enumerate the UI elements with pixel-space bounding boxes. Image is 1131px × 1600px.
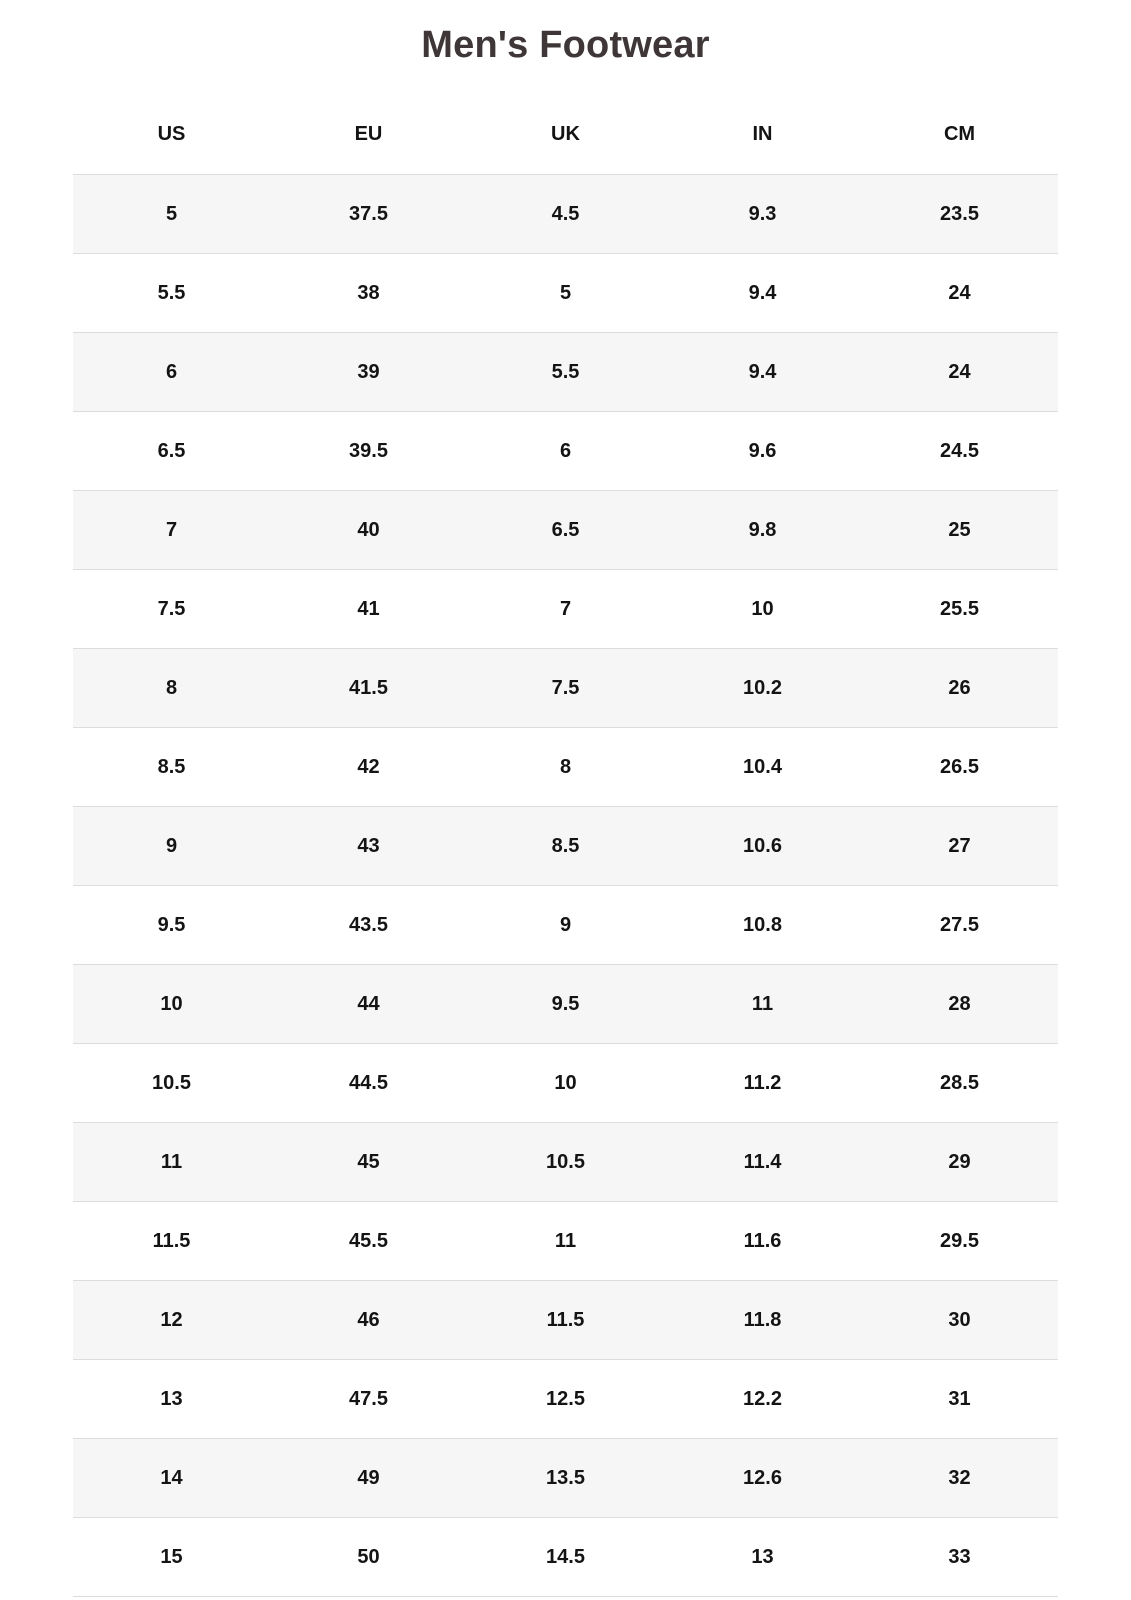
table-row	[73, 254, 1058, 333]
table-cell: 39.5	[270, 412, 467, 491]
table-cell: 28.5	[861, 1044, 1058, 1123]
table-cell: 38	[270, 254, 467, 333]
table-row	[73, 1360, 1058, 1439]
table-cell: 25	[861, 491, 1058, 570]
table-cell: 45.5	[270, 1202, 467, 1281]
table-row	[73, 175, 1058, 254]
table-cell: 9.4	[664, 333, 861, 412]
table-cell: 11	[467, 1202, 664, 1281]
table-cell: 25.5	[861, 570, 1058, 649]
table-row	[73, 807, 1058, 886]
table-row	[73, 333, 1058, 412]
table-cell: 49	[270, 1439, 467, 1518]
table-cell: 37.5	[270, 175, 467, 254]
column-header-eu: EU	[270, 95, 467, 175]
table-cell: 11.4	[664, 1123, 861, 1202]
table-row	[73, 965, 1058, 1044]
table-cell: 13	[664, 1518, 861, 1597]
table-cell: 23.5	[861, 175, 1058, 254]
table-row	[73, 1202, 1058, 1281]
table-cell: 12	[73, 1281, 270, 1360]
table-row	[73, 1281, 1058, 1360]
table-cell: 10.5	[73, 1044, 270, 1123]
table-cell: 14	[73, 1439, 270, 1518]
table-cell: 47.5	[270, 1360, 467, 1439]
table-row	[73, 886, 1058, 965]
table-cell: 7.5	[467, 649, 664, 728]
table-cell: 44	[270, 965, 467, 1044]
table-cell: 42	[270, 728, 467, 807]
table-cell: 5	[467, 254, 664, 333]
table-cell: 6	[73, 333, 270, 412]
table-body	[73, 175, 1058, 1597]
table-cell: 9.6	[664, 412, 861, 491]
table-cell: 11.5	[73, 1202, 270, 1281]
table-cell: 6.5	[73, 412, 270, 491]
table-row	[73, 1518, 1058, 1597]
table-cell: 6	[467, 412, 664, 491]
page-title: Men's Footwear	[421, 24, 710, 66]
table-cell: 45	[270, 1123, 467, 1202]
table-cell: 24.5	[861, 412, 1058, 491]
table-cell: 9	[73, 807, 270, 886]
table-cell: 31	[861, 1360, 1058, 1439]
table-cell: 39	[270, 333, 467, 412]
table-header	[73, 95, 1058, 175]
table-cell: 28	[861, 965, 1058, 1044]
table-cell: 26	[861, 649, 1058, 728]
table-cell: 11	[73, 1123, 270, 1202]
table-cell: 7.5	[73, 570, 270, 649]
table-cell: 14.5	[467, 1518, 664, 1597]
table-row	[73, 1439, 1058, 1518]
table-cell: 7	[467, 570, 664, 649]
table-cell: 41.5	[270, 649, 467, 728]
table-cell: 8	[467, 728, 664, 807]
table-cell: 9.5	[73, 886, 270, 965]
table-cell: 24	[861, 254, 1058, 333]
table-cell: 10	[664, 570, 861, 649]
table-cell: 50	[270, 1518, 467, 1597]
table-cell: 8	[73, 649, 270, 728]
table-cell: 5.5	[73, 254, 270, 333]
table-cell: 10.4	[664, 728, 861, 807]
table-row	[73, 412, 1058, 491]
column-header-in: IN	[664, 95, 861, 175]
table-cell: 9.3	[664, 175, 861, 254]
table-row	[73, 1123, 1058, 1202]
table-row	[73, 491, 1058, 570]
table-cell: 9	[467, 886, 664, 965]
table-row	[73, 728, 1058, 807]
table-cell: 12.2	[664, 1360, 861, 1439]
table-cell: 11.8	[664, 1281, 861, 1360]
table-cell: 24	[861, 333, 1058, 412]
table-cell: 5	[73, 175, 270, 254]
size-conversion-table	[73, 95, 1058, 1597]
table-cell: 9.4	[664, 254, 861, 333]
table-cell: 46	[270, 1281, 467, 1360]
table-cell: 10	[467, 1044, 664, 1123]
table-cell: 5.5	[467, 333, 664, 412]
table-cell: 13	[73, 1360, 270, 1439]
table-cell: 43	[270, 807, 467, 886]
table-cell: 10.2	[664, 649, 861, 728]
table-cell: 12.6	[664, 1439, 861, 1518]
table-cell: 40	[270, 491, 467, 570]
column-header-uk: UK	[467, 95, 664, 175]
table-cell: 13.5	[467, 1439, 664, 1518]
table-cell: 4.5	[467, 175, 664, 254]
table-cell: 11.6	[664, 1202, 861, 1281]
table-cell: 9.8	[664, 491, 861, 570]
table-cell: 10	[73, 965, 270, 1044]
table-cell: 9.5	[467, 965, 664, 1044]
table-cell: 32	[861, 1439, 1058, 1518]
table-cell: 11.2	[664, 1044, 861, 1123]
table-row	[73, 1044, 1058, 1123]
table-cell: 6.5	[467, 491, 664, 570]
table-cell: 11.5	[467, 1281, 664, 1360]
table-cell: 8.5	[73, 728, 270, 807]
table-cell: 29	[861, 1123, 1058, 1202]
table-cell: 11	[664, 965, 861, 1044]
table-cell: 30	[861, 1281, 1058, 1360]
table-cell: 26.5	[861, 728, 1058, 807]
table-row	[73, 649, 1058, 728]
table-cell: 7	[73, 491, 270, 570]
table-cell: 44.5	[270, 1044, 467, 1123]
table-cell: 10.6	[664, 807, 861, 886]
table-cell: 33	[861, 1518, 1058, 1597]
table-cell: 10.8	[664, 886, 861, 965]
table-cell: 27	[861, 807, 1058, 886]
table-cell: 43.5	[270, 886, 467, 965]
column-header-us: US	[73, 95, 270, 175]
table-header-row	[73, 95, 1058, 175]
table-cell: 10.5	[467, 1123, 664, 1202]
column-header-cm: CM	[861, 95, 1058, 175]
table-cell: 29.5	[861, 1202, 1058, 1281]
table-cell: 15	[73, 1518, 270, 1597]
table-cell: 27.5	[861, 886, 1058, 965]
table-cell: 12.5	[467, 1360, 664, 1439]
table-cell: 8.5	[467, 807, 664, 886]
table-row	[73, 570, 1058, 649]
table-cell: 41	[270, 570, 467, 649]
